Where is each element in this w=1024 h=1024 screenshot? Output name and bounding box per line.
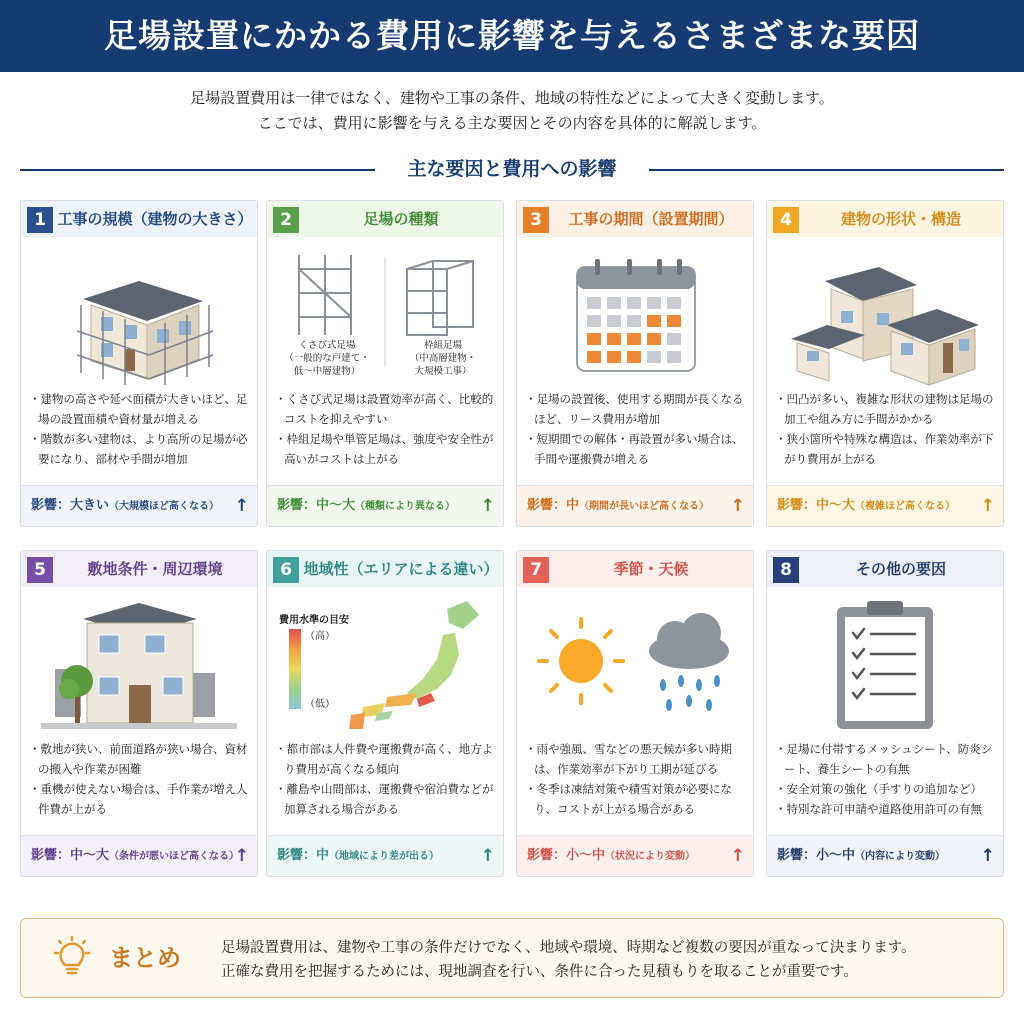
kusabi-label: くさび式足場 （一般的な戸建て・ 低〜中層建物） — [284, 340, 370, 377]
summary-box — [20, 918, 1004, 998]
impact-row — [517, 835, 753, 876]
impact-label: 影響：小〜中（内容により変動） — [777, 848, 946, 863]
bullet-item: ・雨や強風、雪などの悪天候が多い時期は、作業効率が下がり工期が延びる — [525, 742, 732, 776]
card-header — [267, 551, 503, 587]
impact-note: （内容により変動） — [855, 851, 946, 862]
card-bullets — [29, 389, 251, 469]
summary-line: 足場設置費用は、建物や工事の条件だけでなく、地域や環境、時期など複数の要因が重なって決まります。 — [221, 940, 916, 956]
card-title: 建物の形状・構造 — [840, 210, 961, 228]
impact-label: 影響：中〜大（条件が悪いほど高くなる） — [31, 848, 240, 863]
card-number: 6 — [273, 557, 299, 583]
card-header — [767, 201, 1003, 237]
calendar-icon — [517, 239, 753, 389]
legend-low: （低） — [305, 699, 335, 710]
summary-title: まとめ — [109, 944, 181, 972]
arrow-up-icon: ↑ — [730, 496, 745, 516]
card-title: 足場の種類 — [363, 210, 439, 228]
impact-label: 影響：中（期間が長いほど高くなる） — [527, 498, 710, 513]
legend-high: （高） — [305, 631, 335, 642]
arrow-up-icon: ↑ — [480, 846, 495, 866]
bullet-item: ・離島や山間部は、運搬費や宿泊費などが加算される場合がある — [275, 782, 494, 816]
factor-card-period — [516, 200, 754, 527]
bullet-item: ・短期間での解体・再設置が多い場合は、手間や運搬費が増える — [525, 432, 744, 466]
bullet-item: ・凹凸が多い、複雑な形状の建物は足場の加工や組み方に手間がかかる — [775, 392, 994, 426]
impact-row — [767, 485, 1003, 526]
bullet-item: ・敷地が狭い、前面道路が狭い場合、資材の搬入や作業が困難 — [29, 742, 248, 776]
page-title: 足場設置にかかる費用に影響を与えるさまざまな要因 — [0, 0, 1024, 72]
card-header — [517, 551, 753, 587]
complex-house-illustration — [767, 239, 1003, 389]
scaffold-types-illustration — [267, 239, 503, 389]
card-header — [21, 551, 257, 587]
bullet-item: ・都市部は人件費や運搬費が高く、地方より費用が高くなる傾向 — [275, 742, 494, 776]
impact-label: 影響：中〜大（種類により異なる） — [277, 498, 456, 513]
impact-row — [267, 485, 503, 526]
card-title: 地域性（エリアによる違い） — [303, 560, 499, 578]
impact-note: （大規模ほど高くなる） — [109, 501, 220, 512]
impact-row — [267, 835, 503, 876]
legend-title: 費用水準の目安 — [279, 615, 349, 626]
bullet-item: ・冬季は凍結対策や積雪対策が必要になり、コストが上がる場合がある — [525, 782, 732, 816]
card-title: 工事の規模（建物の大きさ） — [57, 210, 253, 228]
impact-row — [517, 485, 753, 526]
impact-label: 影響：中〜大（複雑ほど高くなる） — [777, 498, 956, 513]
arrow-up-icon: ↑ — [234, 496, 249, 516]
factor-card-region — [266, 550, 504, 877]
card-number: 7 — [523, 557, 549, 583]
card-bullets — [775, 739, 997, 819]
bullet-item: ・狭小箇所や特殊な構造は、作業効率が下がり費用が上がる — [775, 432, 994, 466]
card-header — [517, 201, 753, 237]
impact-note: （条件が悪いほど高くなる） — [109, 851, 240, 862]
lightbulb-icon — [49, 935, 95, 981]
impact-row — [21, 835, 257, 876]
factor-card-weather — [516, 550, 754, 877]
impact-label: 影響：小〜中（状況により変動） — [527, 848, 696, 863]
card-header — [767, 551, 1003, 587]
card-bullets — [775, 389, 997, 469]
impact-note: （種類により異なる） — [355, 501, 456, 512]
card-number: 3 — [523, 207, 549, 233]
summary-line: 正確な費用を把握するためには、現地調査を行い、条件に合った見積もりを取ることが重要です。 — [221, 964, 858, 980]
japan-map-illustration — [267, 589, 503, 739]
weather-illustration — [517, 589, 753, 739]
card-bullets — [275, 389, 497, 469]
intro-text — [0, 86, 1024, 136]
narrow-site-house-illustration — [21, 589, 257, 739]
factor-card-scaffold-type — [266, 200, 504, 527]
arrow-up-icon: ↑ — [234, 846, 249, 866]
impact-note: （期間が長いほど高くなる） — [579, 501, 710, 512]
arrow-up-icon: ↑ — [730, 846, 745, 866]
bullet-item: ・くさび式足場は設置効率が高く、比較的コストを抑えやすい — [275, 392, 494, 426]
bullet-item: ・枠組足場や単管足場は、強度や安全性が高いがコストは上がる — [275, 432, 494, 466]
card-number: 2 — [273, 207, 299, 233]
bullet-item: ・安全対策の強化（手すりの追加など） — [775, 782, 982, 796]
impact-note: （複雑ほど高くなる） — [855, 501, 956, 512]
arrow-up-icon: ↑ — [980, 496, 995, 516]
factor-card-other — [766, 550, 1004, 877]
factor-card-scale — [20, 200, 258, 527]
rain-cloud-icon — [649, 613, 729, 711]
card-header — [21, 201, 257, 237]
clipboard-checklist-icon — [767, 589, 1003, 739]
impact-note: （地域により差が出る） — [329, 851, 440, 862]
card-number: 4 — [773, 207, 799, 233]
building-scaffold-illustration — [21, 239, 257, 389]
card-title: 季節・天候 — [613, 560, 689, 578]
impact-label: 影響：大きい（大規模ほど高くなる） — [31, 498, 220, 513]
factor-card-building-shape — [766, 200, 1004, 527]
card-title: 敷地条件・周辺環境 — [87, 560, 223, 578]
bullet-item: ・建物の高さや延べ面積が大きいほど、足場の設置面積や資材量が増える — [29, 392, 248, 426]
card-number: 1 — [27, 207, 53, 233]
factor-card-site-conditions — [20, 550, 258, 877]
bullet-item: ・特別な許可申請や道路使用許可の有無 — [775, 802, 982, 816]
card-bullets — [275, 739, 497, 819]
impact-label: 影響：中（地域により差が出る） — [277, 848, 440, 863]
bullet-item: ・足場に付帯するメッシュシート、防炎シート、養生シートの有無 — [775, 742, 993, 776]
card-bullets — [29, 739, 251, 819]
card-bullets — [525, 739, 747, 819]
sun-icon — [539, 619, 623, 703]
impact-note: （状況により変動） — [605, 851, 696, 862]
intro-line: ここでは、費用に影響を与える主な要因とその内容を具体的に解説します。 — [257, 114, 767, 132]
card-number: 8 — [773, 557, 799, 583]
intro-line: 足場設置費用は一律ではなく、建物や工事の条件、地域の特性などによって大きく変動します。 — [190, 89, 834, 107]
card-bullets — [525, 389, 747, 469]
arrow-up-icon: ↑ — [480, 496, 495, 516]
impact-row — [21, 485, 257, 526]
bullet-item: ・階数が多い建物は、より高所の足場が必要になり、部材や手間が増加 — [29, 432, 248, 466]
card-header — [267, 201, 503, 237]
section-title: 主な要因と費用への影響 — [407, 158, 617, 180]
wakugumi-label: 枠組足場 （中高層建物・ 大規模工事） — [409, 340, 477, 377]
bullet-item: ・足場の設置後、使用する期間が長くなるほど、リース費用が増加 — [525, 392, 744, 426]
card-number: 5 — [27, 557, 53, 583]
summary-text — [221, 936, 991, 984]
impact-row — [767, 835, 1003, 876]
arrow-up-icon: ↑ — [980, 846, 995, 866]
bullet-item: ・重機が使えない場合は、手作業が増え人件費が上がる — [29, 782, 248, 816]
card-title: 工事の期間（設置期間） — [568, 210, 734, 228]
card-title: その他の要因 — [855, 560, 946, 578]
section-heading — [20, 152, 1004, 186]
